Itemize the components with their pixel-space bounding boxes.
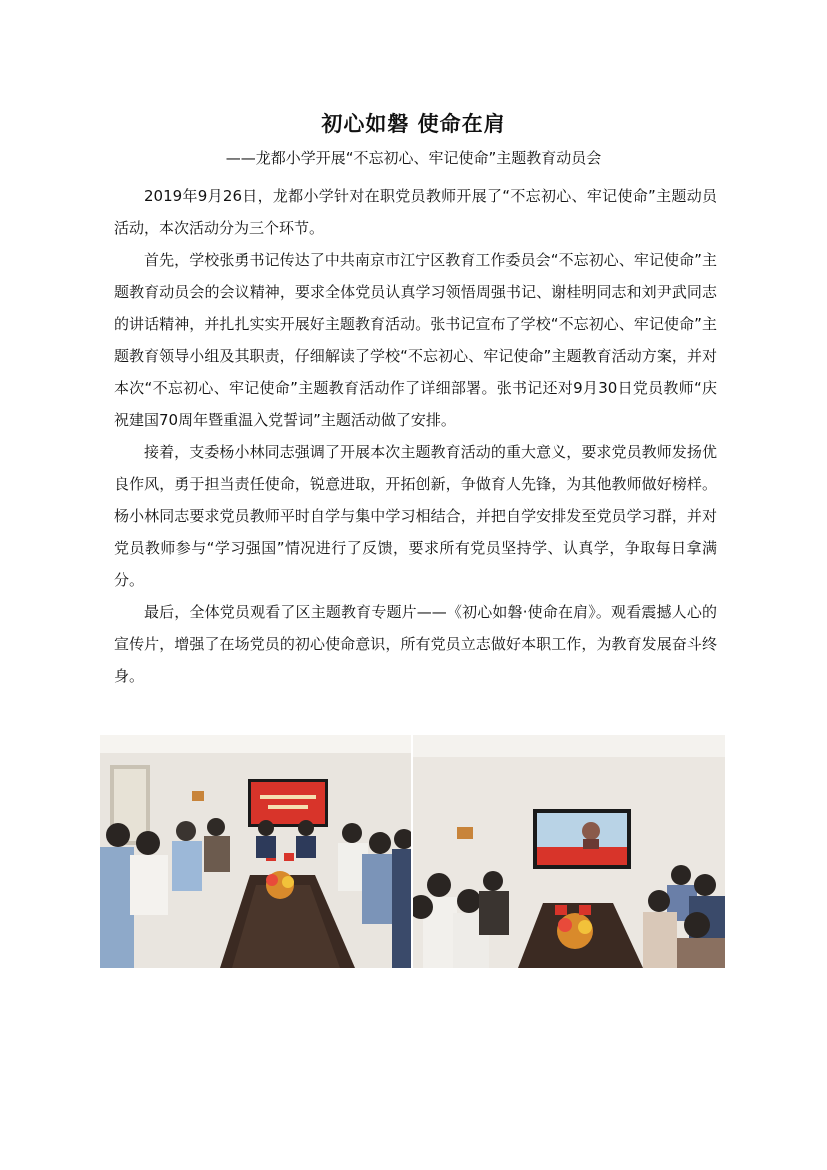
paragraph-2: 首先，学校张勇书记传达了中共南京市江宁区教育工作委员会“不忘初心、牢记使命”主题教育动员会的会议精神，要求全体党员认真学习领悟周强书记、谢桂明同志和刘尹武同志的讲话精神，并扎扎实实开展好主题教育活动。张书记宣布了学校“不忘初心、牢记使命”主题教育领导小组及其职责，仔细解读了学校“不忘初心、牢记使命”主题教育活动方案，并对本次“不忘初心、牢记使命”主题教育活动作了详细部署。张书记还对9月30日党员教师“庆祝建国70周年暨重温入党誓词”主题活动做了安排。 (114, 251, 717, 429)
meeting-photo-left (100, 735, 411, 968)
paragraph-1: 2019年9月26日，龙都小学针对在职党员教师开展了“不忘初心、牢记使命”主题动员活动，本次活动分为三个环节。 (114, 187, 717, 237)
page-subtitle: ——龙都小学开展“不忘初心、牢记使命”主题教育动员会 (225, 149, 602, 167)
meeting-photo-right (413, 735, 725, 968)
paragraph-4: 最后，全体党员观看了区主题教育专题片——《初心如磐·使命在肩》。观看震撼人心的宣传片，增强了在场党员的初心使命意识，所有党员立志做好本职工作，为教育发展奋斗终身。 (114, 603, 717, 685)
paragraph-3: 接着，支委杨小林同志强调了开展本次主题教育活动的重大意义，要求党员教师发扬优良作风，勇于担当责任使命，锐意进取，开拓创新，争做育人先锋，为其他教师做好榜样。杨小林同志要求党员教师平时自学与集中学习相结合，并把自学安排发至党员学习群，并对党员教师参与“学习强国”情况进行了反馈，要求所有党员坚持学、认真学，争取每日拿满分。 (114, 443, 717, 589)
article-body (114, 180, 717, 692)
page-title: 初心如磐 使命在肩 (321, 112, 506, 136)
